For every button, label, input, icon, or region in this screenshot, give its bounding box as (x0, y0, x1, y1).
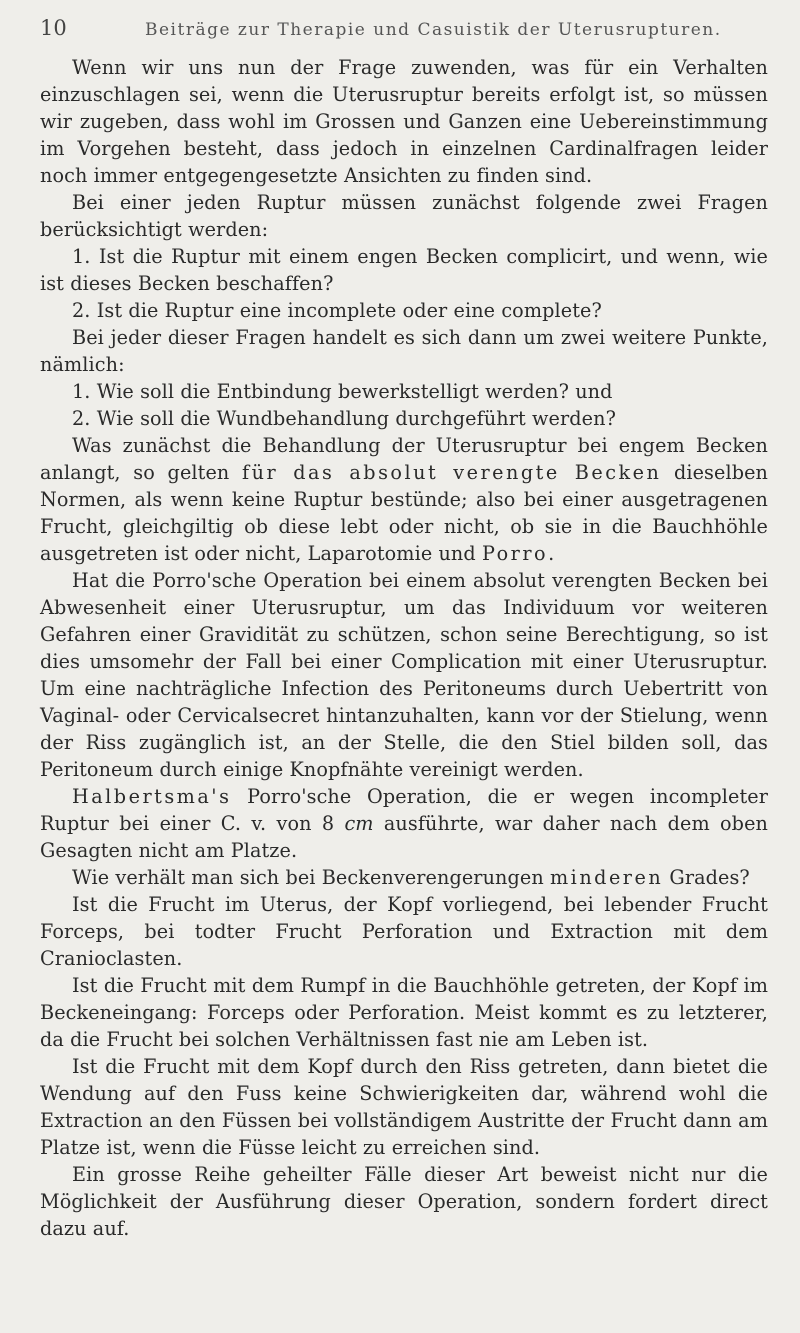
spaced-emphasis: für das absolut verengte Becken (242, 461, 662, 484)
unit: cm (344, 812, 374, 835)
list-item: 2. Ist die Ruptur eine incomplete oder eine complete? (72, 299, 602, 322)
text-run: Wie verhält man sich bei Beckenverengerungen (72, 866, 550, 889)
text-run: Grades? (663, 866, 750, 889)
page (40, 16, 768, 1242)
spaced-emphasis: minderen (549, 866, 664, 889)
paragraph: Ein grosse Reihe geheilter Fälle dieser Art beweist nicht nur die Möglichkeit der Ausführung dieser Operation, sondern fordert direct dazu auf. (40, 1163, 768, 1240)
list-item: 2. Wie soll die Wundbehandlung durchgeführt werden? (72, 407, 616, 430)
paragraph: Bei jeder dieser Fragen handelt es sich dann um zwei weitere Punkte, nämlich: (40, 326, 768, 376)
text-run: Was zunächst die Behandlung der Uterusruptur bei engem Becken anlangt, so gelten (40, 434, 768, 484)
list-item: 1. Wie soll die Entbindung bewerkstelligt werden? und (72, 380, 613, 403)
author-name: Porro (481, 542, 549, 565)
text-run: ausführte, war daher nach dem oben Gesagten nicht am Platze. (40, 812, 768, 862)
paragraph (40, 864, 768, 891)
list-item: 1. Ist die Ruptur mit einem engen Becken complicirt, und wenn, wie ist dieses Becken beschaffen? (40, 245, 768, 295)
paragraph (40, 783, 768, 864)
paragraph: Bei einer jeden Ruptur müssen zunächst folgende zwei Fragen berücksichtigt werden: (40, 191, 768, 241)
paragraph: Ist die Frucht im Uterus, der Kopf vorliegend, bei lebender Frucht Forceps, bei todter Frucht Perforation und Extraction mit dem Cranioclasten. (40, 893, 768, 970)
text-run: dieselben Normen, als wenn keine Ruptur bestünde; also bei einer ausgetragenen Frucht, gleichgiltig ob diese lebt oder nicht, ob sie in die Bauchhöhle ausgetreten ist oder nicht, Laparotomie und (40, 461, 768, 565)
author-name: Halbertsma's (72, 785, 232, 808)
running-title: Beiträge zur Therapie und Casuistik der Uterusrupturen. (145, 20, 722, 40)
paragraph: Hat die Porro'sche Operation bei einem absolut verengten Becken bei Abwesenheit einer Uterusruptur, um das Individuum vor weiteren Gefahren einer Gravidität zu schützen, schon seine Berechtigung, so ist dies umsomehr der Fall bei einer Complication mit einer Uterusruptur. Um eine nachträgliche Infection des Peritoneums durch Uebertritt von Vaginal- oder Cervicalsecret hintanzuhalten, kann vor der Stielung, wenn der Riss zugänglich ist, an der Stelle, die den Stiel bilden soll, das Peritoneum durch einige Knopfnähte vereinigt werden. (40, 569, 768, 781)
paragraph: Ist die Frucht mit dem Kopf durch den Riss getreten, dann bietet die Wendung auf den Fuss keine Schwierigkeiten dar, während wohl die Extraction an den Füssen bei vollständigem Austritte der Frucht dann am Platze ist, wenn die Füsse leicht zu erreichen sind. (40, 1055, 768, 1159)
body-text (40, 54, 768, 1242)
running-head (40, 16, 768, 54)
page-number: 10 (40, 16, 67, 40)
text-run: . (548, 542, 555, 565)
paragraph (40, 432, 768, 567)
text-run: Porro'sche Operation, die er wegen incompleter Ruptur bei einer C. v. von 8 (40, 785, 768, 835)
paragraph: Ist die Frucht mit dem Rumpf in die Bauchhöhle getreten, der Kopf im Beckeneingang: Forceps oder Perforation. Meist kommt es zu letzterer, da die Frucht bei solchen Verhältnissen fast nie am Leben ist. (40, 974, 768, 1051)
paragraph: Wenn wir uns nun der Frage zuwenden, was für ein Verhalten einzuschlagen sei, wenn die Uterusruptur bereits erfolgt ist, so müssen wir zugeben, dass wohl im Grossen und Ganzen eine Uebereinstimmung im Vorgehen besteht, dass jedoch in einzelnen Cardinalfragen leider noch immer entgegengesetzte Ansichten zu finden sind. (40, 56, 768, 187)
